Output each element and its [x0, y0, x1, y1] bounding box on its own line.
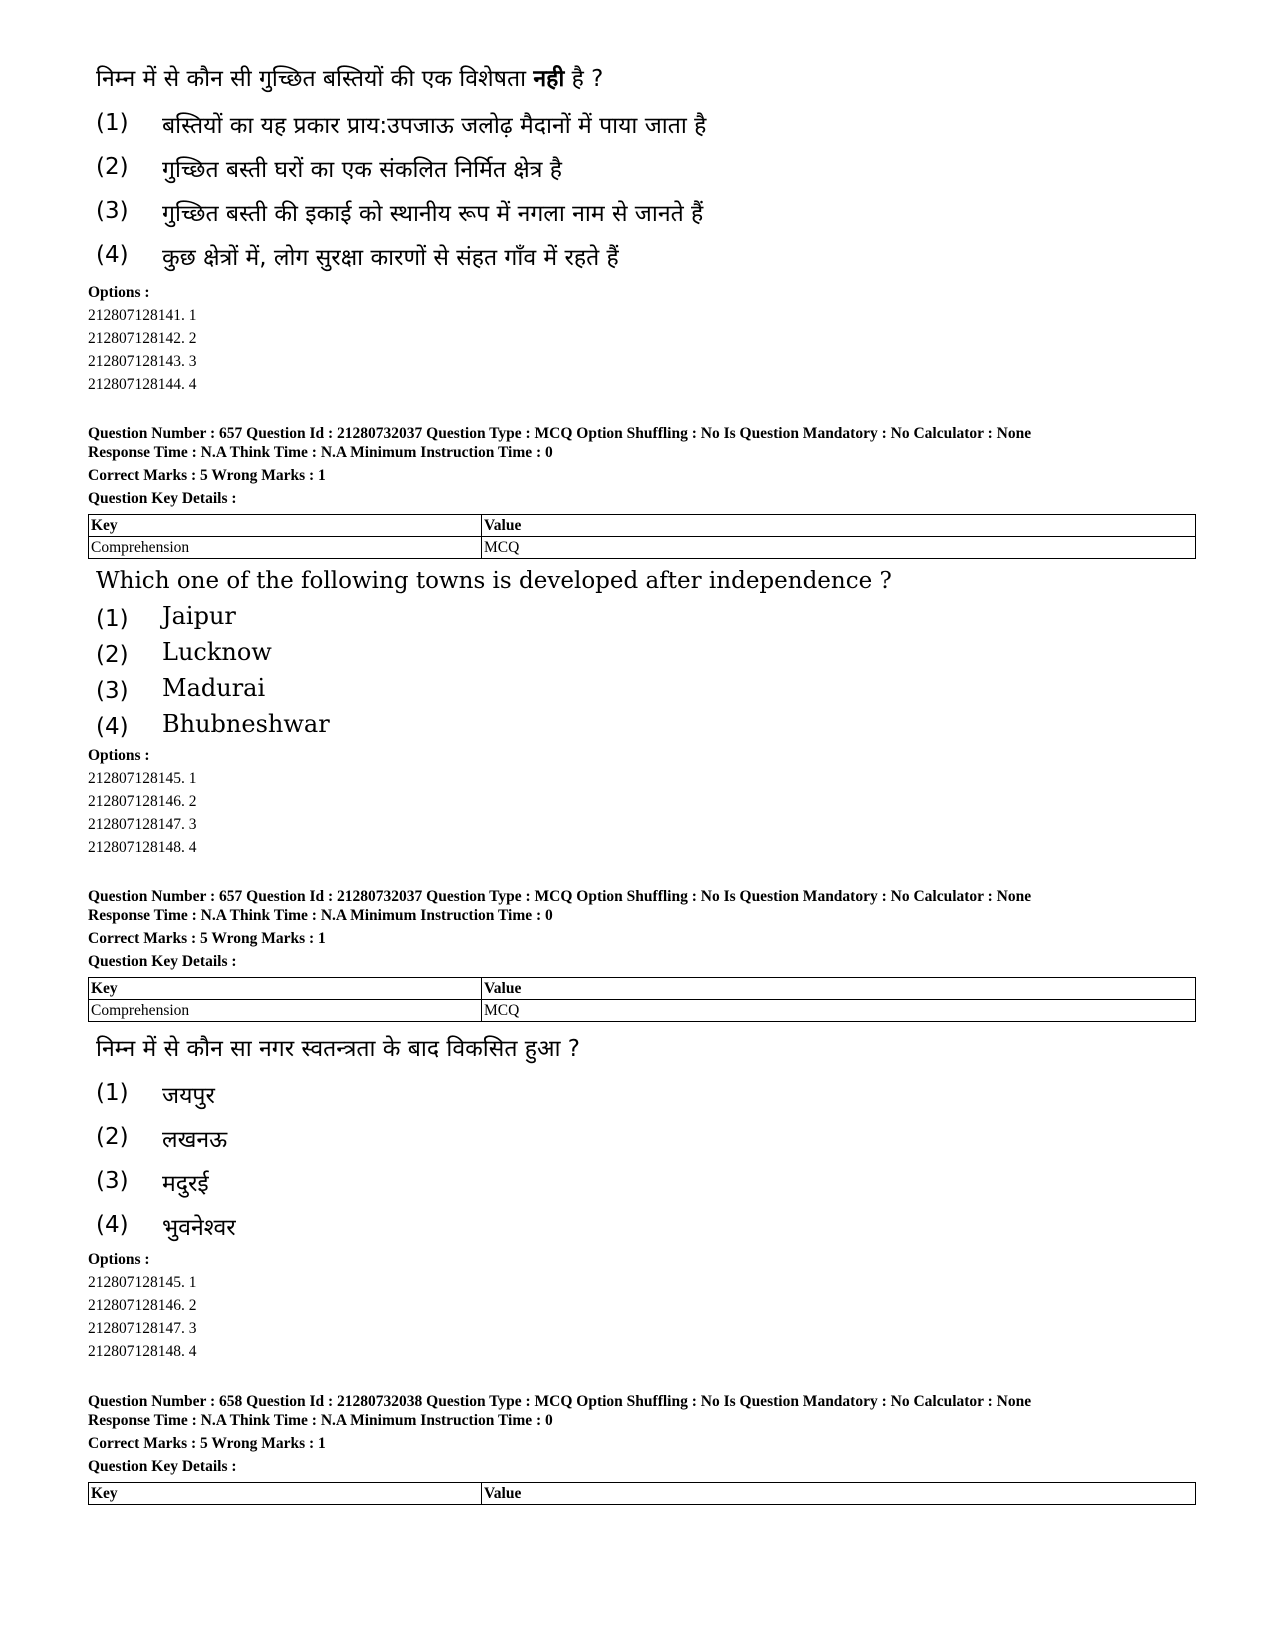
- option-id: 212807128148. 4: [88, 1343, 197, 1360]
- question-2-option-4: [96, 708, 1196, 744]
- option-number: (1): [96, 1080, 129, 1106]
- option-number: (4): [96, 242, 129, 268]
- option-id: 212807128142. 2: [88, 330, 197, 347]
- option-number: (2): [96, 154, 129, 180]
- option-number: (4): [96, 714, 129, 740]
- table-row: [89, 1000, 1196, 1022]
- question-1-option-1: [96, 104, 1196, 148]
- option-id: 212807128147. 3: [88, 1320, 197, 1337]
- question-1-options-list: [88, 281, 197, 396]
- option-text: Bhubneshwar: [162, 710, 330, 738]
- question-1-title-emphasis: नही: [533, 66, 565, 92]
- option-number: (3): [96, 1168, 129, 1194]
- table-header-key: Key: [89, 1483, 482, 1505]
- option-number: (4): [96, 1212, 129, 1238]
- option-id: 212807128145. 1: [88, 1274, 197, 1291]
- question-1-title: [96, 62, 1196, 96]
- table-header-value: Value: [482, 1483, 1196, 1505]
- option-text: Jaipur: [162, 602, 236, 630]
- marks-line: Correct Marks : 5 Wrong Marks : 1: [88, 1435, 326, 1452]
- response-time-line: Response Time : N.A Think Time : N.A Minimum Instruction Time : 0: [88, 444, 553, 461]
- table-cell-key: Comprehension: [89, 1000, 482, 1022]
- option-id: 212807128147. 3: [88, 816, 197, 833]
- question-2-options-list: [88, 744, 197, 859]
- response-time-line: Response Time : N.A Think Time : N.A Minimum Instruction Time : 0: [88, 907, 553, 924]
- question-3-options-list: [88, 1248, 197, 1363]
- question-key-table-2: [88, 977, 1196, 1022]
- table-header-value: Value: [482, 978, 1196, 1000]
- question-2-option-1: [96, 600, 1196, 636]
- key-details-label: Question Key Details :: [88, 490, 237, 507]
- option-id: 212807128145. 1: [88, 770, 197, 787]
- table-cell-value: MCQ: [482, 1000, 1196, 1022]
- marks-line: Correct Marks : 5 Wrong Marks : 1: [88, 467, 326, 484]
- question-2-image: [96, 564, 1196, 744]
- option-number: (3): [96, 198, 129, 224]
- table-row: [89, 537, 1196, 559]
- question-3-image: [96, 1032, 1196, 1250]
- question-1-title-end: है ?: [564, 66, 604, 92]
- option-number: (1): [96, 606, 129, 632]
- option-text: मदुरई: [162, 1171, 209, 1197]
- table-header-row: [89, 1483, 1196, 1505]
- question-2-option-3: [96, 672, 1196, 708]
- table-header-row: [89, 515, 1196, 537]
- options-label: Options :: [88, 284, 150, 301]
- table-header-key: Key: [89, 515, 482, 537]
- question-3-option-2: [96, 1118, 1196, 1162]
- question-key-table-3: [88, 1482, 1196, 1505]
- question-meta-3: [88, 1392, 1031, 1476]
- option-id: 212807128146. 2: [88, 793, 197, 810]
- option-id: 212807128141. 1: [88, 307, 197, 324]
- question-2-option-2: [96, 636, 1196, 672]
- option-text: भुवनेश्वर: [162, 1215, 236, 1241]
- question-3-option-3: [96, 1162, 1196, 1206]
- question-meta-2: [88, 887, 1031, 971]
- key-details-label: Question Key Details :: [88, 1458, 237, 1475]
- marks-line: Correct Marks : 5 Wrong Marks : 1: [88, 930, 326, 947]
- question-1-option-4: [96, 236, 1196, 280]
- option-number: (2): [96, 642, 129, 668]
- question-meta-line: Question Number : 657 Question Id : 21280732037 Question Type : MCQ Option Shuffling : No Is Question Mandatory : No Calculator : None: [88, 425, 1032, 442]
- table-cell-key: Comprehension: [89, 537, 482, 559]
- option-id: 212807128143. 3: [88, 353, 197, 370]
- option-text: बस्तियों का यह प्रकार प्राय:उपजाऊ जलोढ़ मैदानों में पाया जाता है: [162, 113, 707, 139]
- option-text: कुछ क्षेत्रों में, लोग सुरक्षा कारणों से संहत गाँव में रहते हैं: [162, 245, 619, 271]
- table-cell-value: MCQ: [482, 537, 1196, 559]
- options-label: Options :: [88, 747, 150, 764]
- option-id: 212807128148. 4: [88, 839, 197, 856]
- option-text: लखनऊ: [162, 1127, 228, 1153]
- option-number: (3): [96, 678, 129, 704]
- option-number: (1): [96, 110, 129, 136]
- option-id: 212807128146. 2: [88, 1297, 197, 1314]
- option-id: 212807128144. 4: [88, 376, 197, 393]
- question-1-title-text: निम्न में से कौन सी गुच्छित बस्तियों की एक विशेषता: [96, 66, 534, 92]
- question-1-option-2: [96, 148, 1196, 192]
- question-3-title: निम्न में से कौन सा नगर स्वतन्त्रता के बाद विकसित हुआ ?: [96, 1036, 580, 1062]
- question-key-table-1: [88, 514, 1196, 559]
- question-meta-1: [88, 424, 1031, 508]
- question-1-image: [96, 62, 1196, 280]
- table-header-row: [89, 978, 1196, 1000]
- question-2-title: Which one of the following towns is developed after independence ?: [96, 568, 892, 594]
- question-3-option-1: [96, 1074, 1196, 1118]
- question-1-option-3: [96, 192, 1196, 236]
- option-text: Lucknow: [162, 638, 272, 666]
- question-meta-line: Question Number : 657 Question Id : 21280732037 Question Type : MCQ Option Shuffling : No Is Question Mandatory : No Calculator : None: [88, 888, 1032, 905]
- key-details-label: Question Key Details :: [88, 953, 237, 970]
- table-header-value: Value: [482, 515, 1196, 537]
- options-label: Options :: [88, 1251, 150, 1268]
- option-text: जयपुर: [162, 1083, 215, 1109]
- option-text: गुच्छित बस्ती घरों का एक संकलित निर्मित क्षेत्र है: [162, 157, 563, 183]
- question-3-option-4: [96, 1206, 1196, 1250]
- table-header-key: Key: [89, 978, 482, 1000]
- response-time-line: Response Time : N.A Think Time : N.A Minimum Instruction Time : 0: [88, 1412, 553, 1429]
- option-text: Madurai: [162, 674, 266, 702]
- option-number: (2): [96, 1124, 129, 1150]
- question-meta-line: Question Number : 658 Question Id : 21280732038 Question Type : MCQ Option Shuffling : No Is Question Mandatory : No Calculator : None: [88, 1393, 1032, 1410]
- option-text: गुच्छित बस्ती की इकाई को स्थानीय रूप में नगला नाम से जानते हैं: [162, 201, 704, 227]
